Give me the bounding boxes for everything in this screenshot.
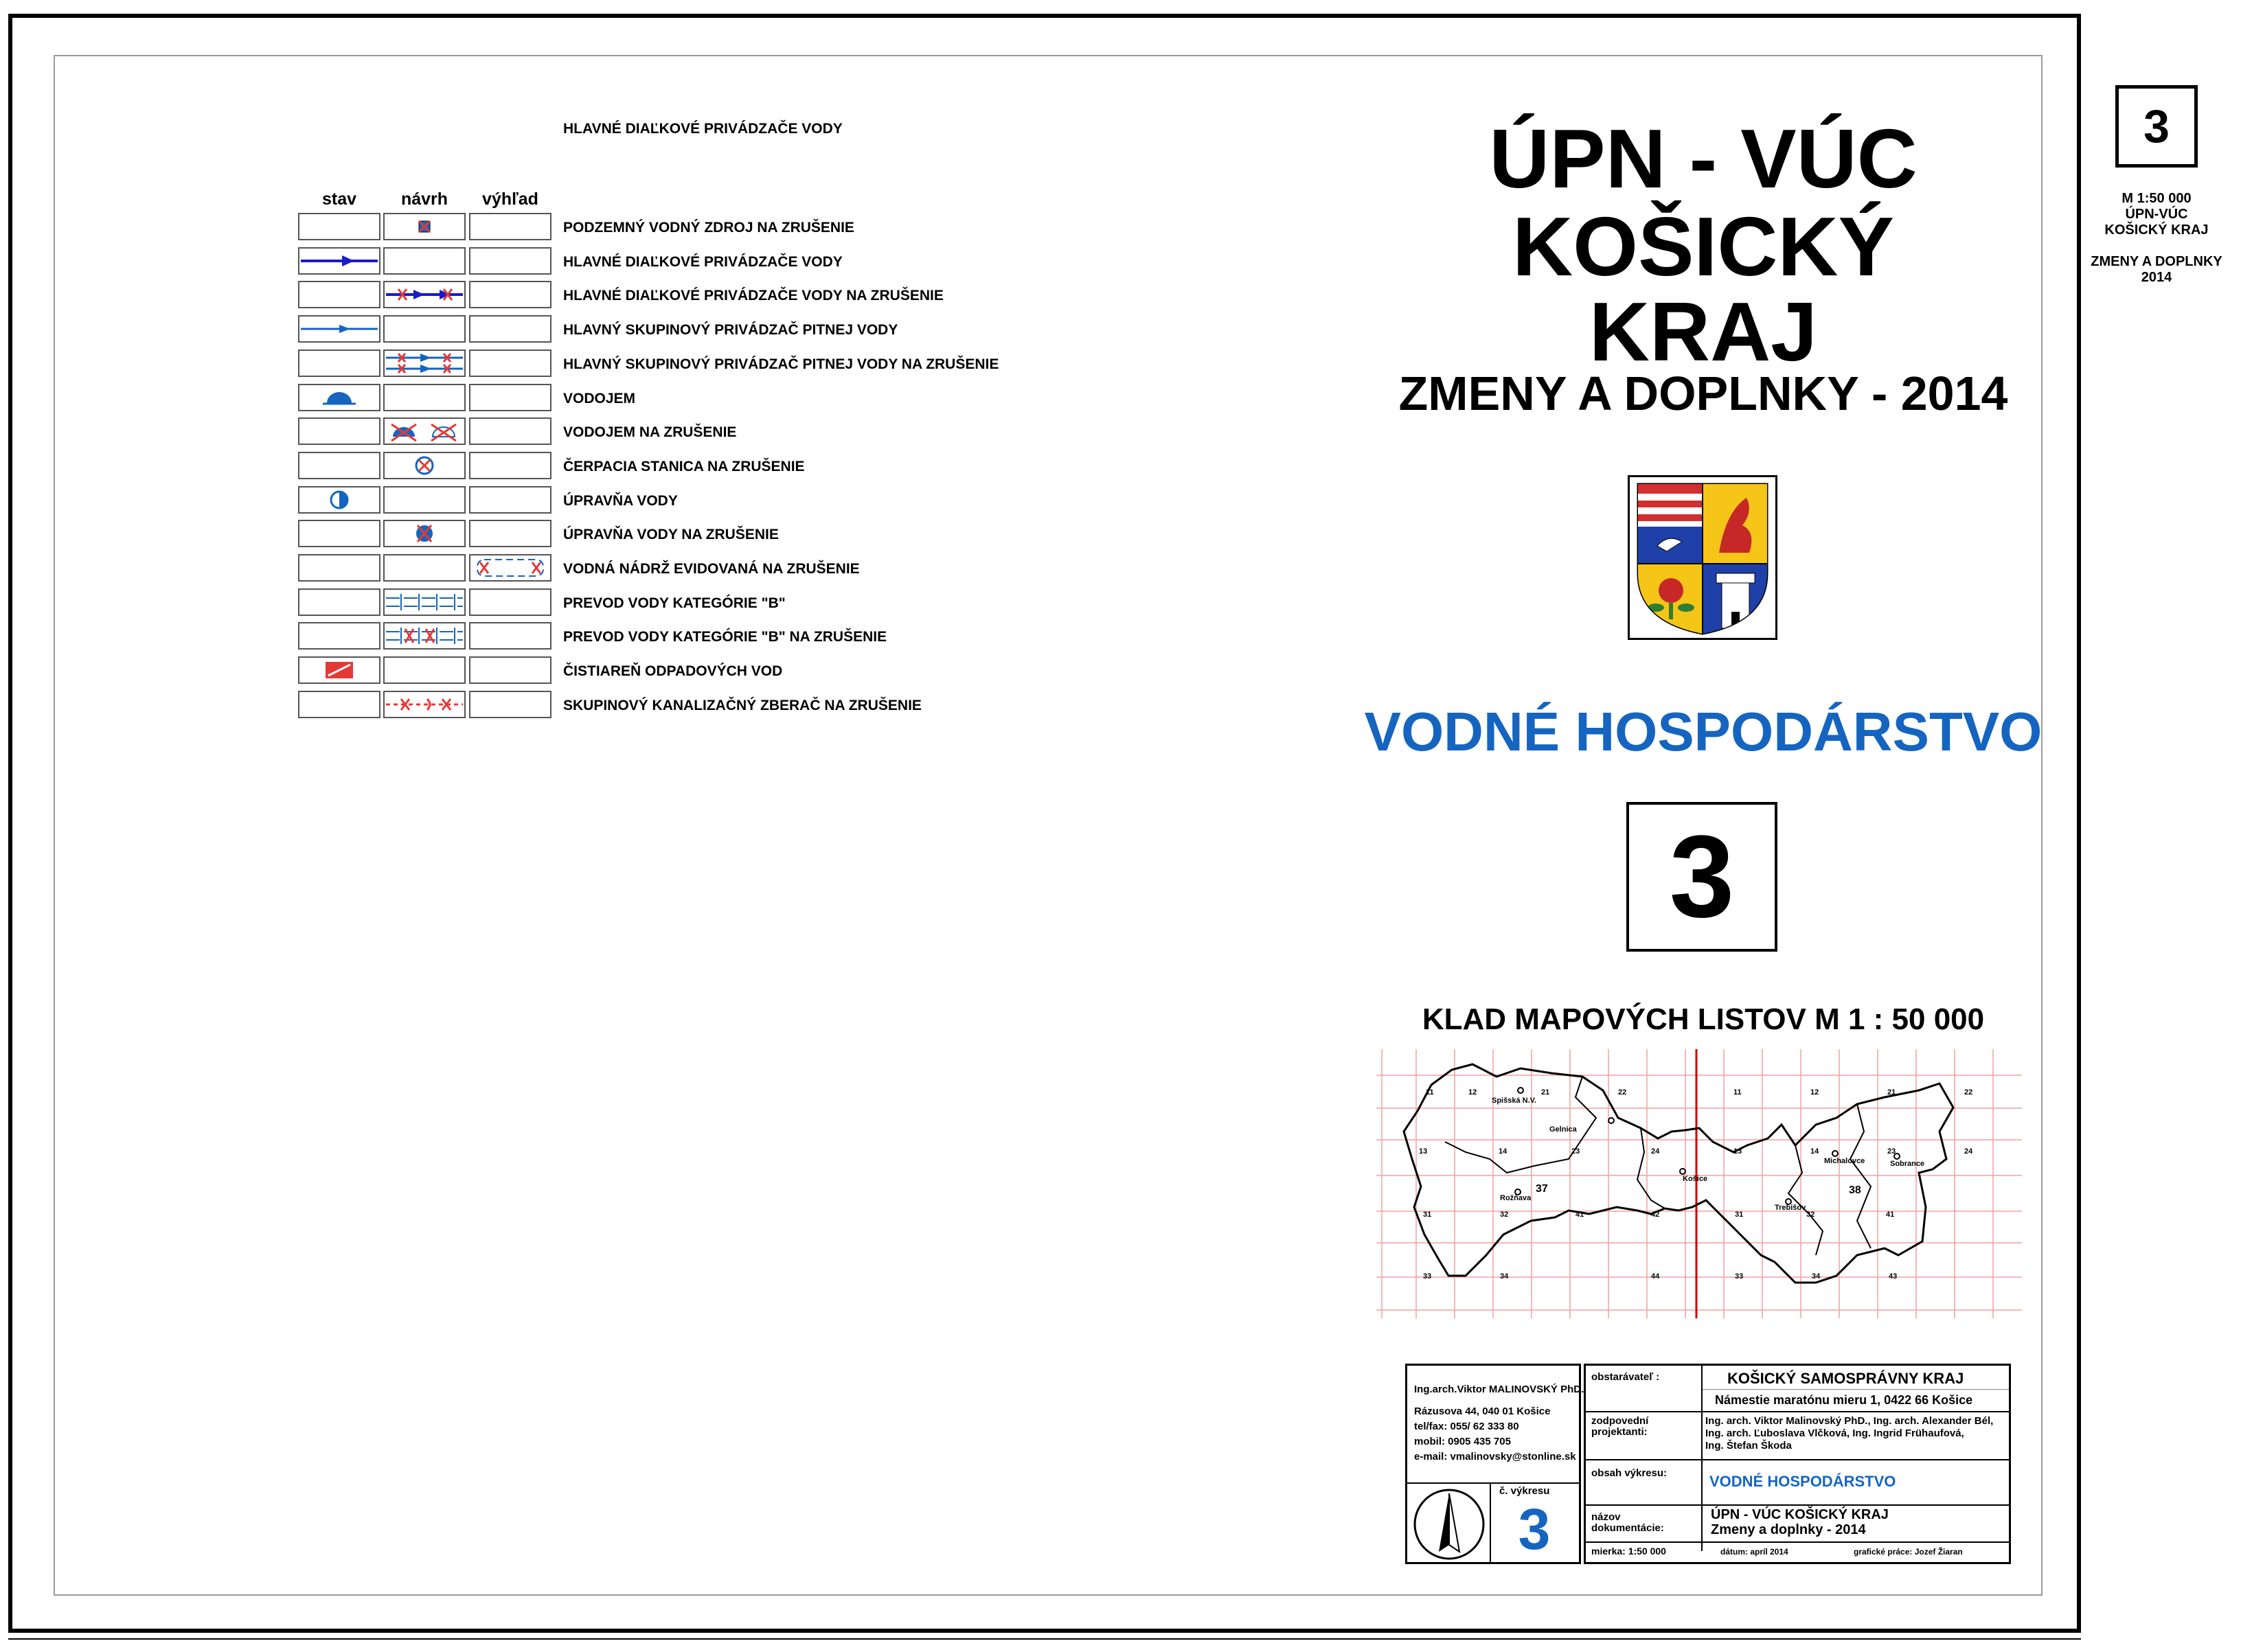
legend-cell bbox=[469, 384, 551, 411]
side-zmeny: ZMENY A DOPLNKY bbox=[2091, 254, 2222, 269]
north-arrow-icon bbox=[1411, 1487, 1487, 1562]
svg-text:32: 32 bbox=[1806, 1211, 1815, 1219]
water-transfer-b-icon bbox=[385, 590, 464, 615]
author-address: Rázusova 44, 040 01 Košice bbox=[1414, 1406, 1551, 1417]
legend-cell bbox=[469, 656, 551, 684]
svg-text:Gelnica: Gelnica bbox=[1549, 1125, 1577, 1134]
content-label: obsah výkresu: bbox=[1591, 1467, 1668, 1479]
legend-item-label: PREVOD VODY KATEGÓRIE "B" NA ZRUŠENIE bbox=[563, 629, 887, 645]
legend-cell bbox=[298, 247, 380, 275]
legend-cell bbox=[298, 349, 380, 377]
legend-cell bbox=[469, 486, 551, 514]
svg-text:33: 33 bbox=[1423, 1272, 1432, 1281]
legend-cell bbox=[298, 452, 380, 479]
legend-heading: HLAVNÉ DIAĽKOVÉ PRIVÁDZAČE VODY bbox=[563, 121, 843, 137]
legend-item-label: PODZEMNÝ VODNÝ ZDROJ NA ZRUŠENIE bbox=[563, 220, 854, 236]
legend-cell bbox=[469, 520, 551, 547]
svg-text:22: 22 bbox=[1618, 1088, 1627, 1097]
legend-cell bbox=[469, 247, 551, 275]
svg-text:21: 21 bbox=[1541, 1088, 1550, 1097]
docname-label-1: názov bbox=[1591, 1511, 1621, 1523]
svg-text:13: 13 bbox=[1733, 1147, 1742, 1156]
legend-item-label: ÚPRAVŇA VODY bbox=[563, 492, 678, 509]
water-treatment-cancel-icon bbox=[385, 521, 464, 546]
water-reservoir-icon bbox=[299, 385, 379, 410]
client-label: obstarávateľ : bbox=[1591, 1371, 1660, 1383]
legend-col-vyhlad: výhľad bbox=[482, 190, 538, 209]
legend-item-label: HLAVNÝ SKUPINOVÝ PRIVÁDZAČ PITNEJ VODY NA ZRUŠENIE bbox=[563, 356, 999, 372]
side-scale: M 1:50 000 bbox=[2121, 191, 2192, 206]
author-name: Ing.arch.Viktor MALINOVSKÝ PhD. bbox=[1414, 1384, 1584, 1395]
svg-text:12: 12 bbox=[1468, 1088, 1477, 1097]
svg-text:13: 13 bbox=[1419, 1147, 1428, 1156]
legend-col-stav: stav bbox=[321, 190, 357, 209]
author-email: e-mail: vmalinovsky@stonline.sk bbox=[1414, 1451, 1576, 1462]
title-zmeny: ZMENY A DOPLNKY - 2014 bbox=[1398, 367, 2008, 420]
svg-text:37: 37 bbox=[1536, 1183, 1548, 1195]
pumping-station-cancel-icon bbox=[385, 453, 464, 478]
date: dátum: apríl 2014 bbox=[1720, 1547, 1788, 1557]
legend-cell bbox=[298, 691, 380, 718]
legend-item-label: SKUPINOVÝ KANALIZAČNÝ ZBERAČ NA ZRUŠENIE bbox=[563, 697, 922, 713]
legend-item-label: HLAVNÉ DIAĽKOVÉ PRIVÁDZAČE VODY bbox=[563, 253, 843, 270]
designers-label-2: projektanti: bbox=[1591, 1426, 1648, 1438]
legend-cell bbox=[298, 554, 380, 582]
legend-cell bbox=[383, 588, 466, 616]
legend-item-label: HLAVNÝ SKUPINOVÝ PRIVÁDZAČ PITNEJ VODY bbox=[563, 322, 898, 339]
designers-label-1: zodpovední bbox=[1591, 1415, 1649, 1427]
svg-text:34: 34 bbox=[1500, 1272, 1509, 1281]
svg-text:41: 41 bbox=[1886, 1211, 1895, 1219]
group-feeder-icon bbox=[299, 317, 379, 341]
svg-text:23: 23 bbox=[1887, 1147, 1896, 1156]
legend-cell bbox=[298, 281, 380, 308]
svg-text:Spišská N.V.: Spišská N.V. bbox=[1492, 1097, 1537, 1105]
svg-text:11: 11 bbox=[1733, 1088, 1742, 1097]
scale: mierka: 1:50 000 bbox=[1591, 1546, 1666, 1557]
water-transfer-b-cancel-icon bbox=[385, 623, 464, 648]
legend-cell bbox=[469, 452, 551, 479]
author-mobil: mobil: 0905 435 705 bbox=[1414, 1436, 1511, 1447]
title-upn: ÚPN - VÚC bbox=[1489, 112, 1918, 205]
svg-text:31: 31 bbox=[1423, 1211, 1432, 1219]
legend-col-navrh: návrh bbox=[400, 190, 448, 209]
designers-1: Ing. arch. Viktor Malinovský PhD., Ing. arch. Alexander Bél, bbox=[1705, 1415, 1994, 1427]
legend-cell bbox=[298, 384, 380, 411]
svg-text:24: 24 bbox=[1964, 1147, 1973, 1156]
docname-1: ÚPN - VÚC KOŠICKÝ KRAJ bbox=[1711, 1507, 1889, 1522]
water-reservoir-cancel-icon bbox=[385, 419, 464, 444]
legend-cell bbox=[298, 656, 380, 684]
legend-item-label: VODOJEM NA ZRUŠENIE bbox=[563, 424, 737, 441]
svg-text:44: 44 bbox=[1651, 1272, 1660, 1281]
side-region: KOŠICKÝ KRAJ bbox=[2104, 222, 2209, 238]
legend-cell bbox=[298, 486, 380, 514]
author-tel: tel/fax: 055/ 62 333 80 bbox=[1414, 1421, 1519, 1432]
legend-cell bbox=[469, 213, 551, 240]
legend-cell bbox=[469, 349, 551, 377]
coat-of-arms bbox=[1628, 475, 1777, 640]
water-tank-cancel-icon bbox=[470, 555, 550, 580]
designers-3: Ing. Štefan Škoda bbox=[1705, 1440, 1792, 1452]
legend-cell bbox=[383, 281, 466, 308]
legend-item-label: VODNÁ NÁDRŽ EVIDOVANÁ NA ZRUŠENIE bbox=[563, 561, 860, 577]
sewer-collector-cancel-icon bbox=[385, 692, 464, 717]
legend-cell bbox=[298, 417, 380, 445]
legend-item-label: PREVOD VODY KATEGÓRIE "B" bbox=[563, 595, 786, 611]
svg-text:42: 42 bbox=[1651, 1211, 1660, 1219]
water-treatment-icon bbox=[299, 487, 379, 512]
klad-title: KLAD MAPOVÝCH LISTOV M 1 : 50 000 bbox=[1422, 1002, 1985, 1036]
titleblock-project bbox=[1584, 1364, 2011, 1564]
titleblock-author bbox=[1405, 1364, 1584, 1564]
legend-cell bbox=[298, 213, 380, 240]
map-sheet-index bbox=[1376, 1049, 2022, 1318]
title-kraj: KRAJ bbox=[1589, 285, 1818, 378]
legend-cell bbox=[298, 315, 380, 343]
legend-item-label: HLAVNÉ DIAĽKOVÉ PRIVÁDZAČE VODY NA ZRUŠENIE bbox=[563, 288, 944, 304]
legend-cell bbox=[298, 520, 380, 547]
drawing-no: 3 bbox=[1518, 1497, 1551, 1561]
sheet-number-box: 3 bbox=[1626, 802, 1777, 952]
client-name: KOŠICKÝ SAMOSPRÁVNY KRAJ bbox=[1727, 1370, 1964, 1387]
drawing-subject: VODNÉ HOSPODÁRSTVO bbox=[1364, 701, 2043, 762]
legend-cell bbox=[383, 622, 466, 650]
docname-label-2: dokumentácie: bbox=[1591, 1522, 1664, 1534]
graphics: grafické práce: Jozef Žiaran bbox=[1854, 1547, 1963, 1557]
svg-text:21: 21 bbox=[1887, 1088, 1896, 1097]
legend-cell bbox=[383, 691, 466, 718]
legend-cell bbox=[383, 656, 466, 684]
legend-item-label: VODOJEM bbox=[563, 390, 636, 406]
svg-text:24: 24 bbox=[1651, 1147, 1660, 1156]
legend-cell bbox=[383, 520, 466, 547]
legend-cell bbox=[383, 554, 466, 582]
side-sheet-number: 3 bbox=[2115, 85, 2198, 168]
svg-text:Sobrance: Sobrance bbox=[1890, 1160, 1925, 1168]
legend-cell bbox=[383, 349, 466, 377]
legend-item-label: ÚPRAVŇA VODY NA ZRUŠENIE bbox=[563, 527, 779, 543]
svg-text:43: 43 bbox=[1889, 1272, 1898, 1281]
svg-text:33: 33 bbox=[1735, 1272, 1744, 1281]
legend-cell bbox=[469, 554, 551, 582]
legend-cell bbox=[383, 213, 466, 240]
legend-cell bbox=[469, 588, 551, 616]
legend-cell bbox=[383, 452, 466, 479]
svg-text:Trebišov: Trebišov bbox=[1775, 1204, 1806, 1212]
svg-text:11: 11 bbox=[1426, 1088, 1434, 1097]
legend-cell bbox=[383, 384, 466, 411]
side-year: 2014 bbox=[2141, 270, 2172, 285]
svg-text:34: 34 bbox=[1812, 1272, 1821, 1281]
wastewater-plant-icon bbox=[299, 658, 379, 682]
svg-text:Rožňava: Rožňava bbox=[1500, 1194, 1532, 1202]
bottom-rule bbox=[8, 1638, 2081, 1640]
svg-text:32: 32 bbox=[1500, 1211, 1509, 1219]
side-upn: ÚPN-VÚC bbox=[2125, 207, 2188, 222]
legend-cell bbox=[469, 691, 551, 718]
svg-text:22: 22 bbox=[1964, 1088, 1973, 1097]
legend-cell bbox=[298, 622, 380, 650]
svg-text:12: 12 bbox=[1810, 1088, 1819, 1097]
legend-cell bbox=[469, 315, 551, 343]
svg-text:31: 31 bbox=[1735, 1211, 1744, 1219]
group-feeder-cancel-icon bbox=[385, 351, 464, 376]
main-water-feeder-cancel-icon bbox=[385, 282, 464, 307]
svg-text:14: 14 bbox=[1499, 1147, 1508, 1156]
legend-item-label: ČERPACIA STANICA NA ZRUŠENIE bbox=[563, 458, 805, 474]
docname-2: Zmeny a doplnky - 2014 bbox=[1711, 1522, 1866, 1537]
legend-cell bbox=[298, 588, 380, 616]
svg-text:Michalovce: Michalovce bbox=[1824, 1157, 1865, 1165]
legend-cell bbox=[469, 622, 551, 650]
legend-cell bbox=[383, 315, 466, 343]
main-water-feeder-icon bbox=[299, 249, 379, 273]
legend-item-label: ČISTIAREŇ ODPADOVÝCH VOD bbox=[563, 663, 783, 680]
svg-text:14: 14 bbox=[1810, 1147, 1819, 1156]
svg-text:41: 41 bbox=[1575, 1211, 1584, 1219]
designers-2: Ing. arch. Ľuboslava Vlčková, Ing. Ingrid Frühaufová, bbox=[1705, 1427, 1964, 1439]
drawing-no-label: č. výkresu bbox=[1499, 1485, 1550, 1497]
title-kosicky: KOŠICKÝ bbox=[1512, 200, 1894, 293]
legend-cell bbox=[469, 417, 551, 445]
legend-cell bbox=[383, 417, 466, 445]
legend-cell bbox=[469, 281, 551, 308]
groundwater-source-cancel-icon bbox=[385, 214, 464, 239]
legend-cell bbox=[383, 486, 466, 514]
svg-text:23: 23 bbox=[1571, 1147, 1580, 1156]
content-value: VODNÉ HOSPODÁRSTVO bbox=[1709, 1473, 1896, 1490]
legend-cell bbox=[383, 247, 466, 275]
svg-text:Košice: Košice bbox=[1683, 1175, 1708, 1183]
client-address: Námestie maratónu mieru 1, 0422 66 Košice bbox=[1715, 1393, 1973, 1407]
svg-text:38: 38 bbox=[1849, 1184, 1861, 1196]
